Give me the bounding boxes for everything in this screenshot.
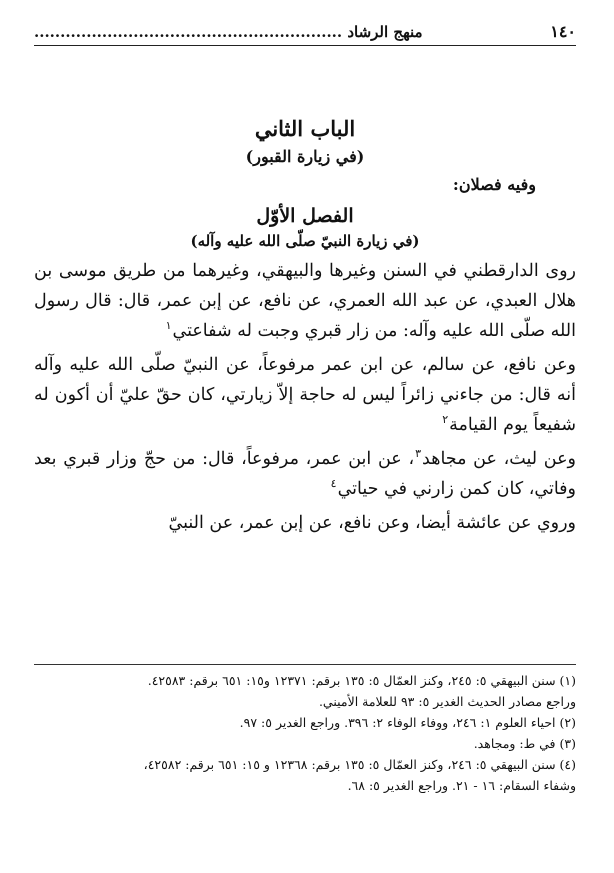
footnote-line: (٣) في ط: ومجاهد. [473, 736, 576, 751]
paragraph-text: وعن نافع، عن سالم، عن ابن عمر مرفوعاً، عن النبيّ صلّى الله عليه وآله أنه قال: من جاءني زائراً ليس له حاجة إلاّ زيارتي، كان حقّ عليّ أن أكون له شفيعاً يوم القيامة [34, 355, 576, 435]
footnote-marker: ٤ [330, 477, 337, 491]
footnote-line: وراجع مصادر الحديث الغدير ٥: ٩٣ للعلامة الأميني. [318, 694, 576, 709]
chapter-subtitle: (في زيارة القبور) [245, 147, 365, 166]
footnote-marker: ١ [165, 319, 172, 333]
paragraph [34, 444, 576, 504]
paragraph [34, 508, 576, 538]
paragraph-text: وعن ليث، عن مجاهد [422, 449, 576, 469]
intro-line: وفيه فصلان: [452, 175, 536, 194]
footnote-line: (٢) احياء العلوم ١: ٢٤٦، ووفاء الوفاء ٢: ٣٩٦. وراجع الغدير ٥: ٩٧. [239, 715, 576, 730]
section-title: الفصل الأوّل [256, 205, 354, 227]
footnote-rule [34, 664, 576, 665]
running-title: منهج الرشاد ........................................................... [34, 23, 423, 41]
footnote-marker: ٣ [415, 447, 422, 461]
paragraph [34, 256, 576, 346]
paragraph-text: وروي عن عائشة أيضا، وعن نافع، عن إبن عمر، عن النبيّ [168, 513, 576, 533]
section-subtitle: (في زيارة النبيّ صلّى الله عليه وآله) [190, 232, 420, 250]
running-header [34, 22, 576, 42]
paragraph [34, 350, 576, 440]
footnotes [34, 670, 576, 796]
footnote-line: وشفاء السقام: ١٦ - ٢١. وراجع الغدير ٥: ٦٨. [347, 778, 576, 793]
body-text [34, 256, 576, 538]
header-rule [34, 45, 576, 46]
footnote-marker: ٢ [442, 413, 449, 427]
page-number: ١٤٠ [550, 22, 576, 41]
footnote-line: (١) سنن البيهقي ٥: ٢٤٥، وكنز العمّال ٥: ١٣٥ برقم: ١٢٣٧١ و١٥: ٦٥١ برقم: ٤٢٥٨٣. [147, 673, 576, 688]
chapter-title: الباب الثاني [254, 116, 356, 141]
footnote-line: (٤) سنن البيهقي ٥: ٢٤٦، وكنز العمّال ٥: ١٣٥ برقم: ١٢٣٦٨ و ١٥: ٦٥١ برقم: ٤٢٥٨٢، [143, 757, 576, 772]
paragraph-text: ، عن ابن عمر، مرفوعاً، قال: من حجّ وزار قبري بعد وفاتي، كان كمن زارني في حياتي [34, 449, 576, 499]
paragraph-text: روى الدارقطني في السنن وغيرها والبيهقي، وغيرهما من طريق موسى بن هلال العبدي، عن عبد الله العمري، عن نافع، عن إبن عمر، قال: قال رسول الله صلّى الله عليه وآله: من زار قبري وجبت له شفاعتي [34, 261, 576, 341]
